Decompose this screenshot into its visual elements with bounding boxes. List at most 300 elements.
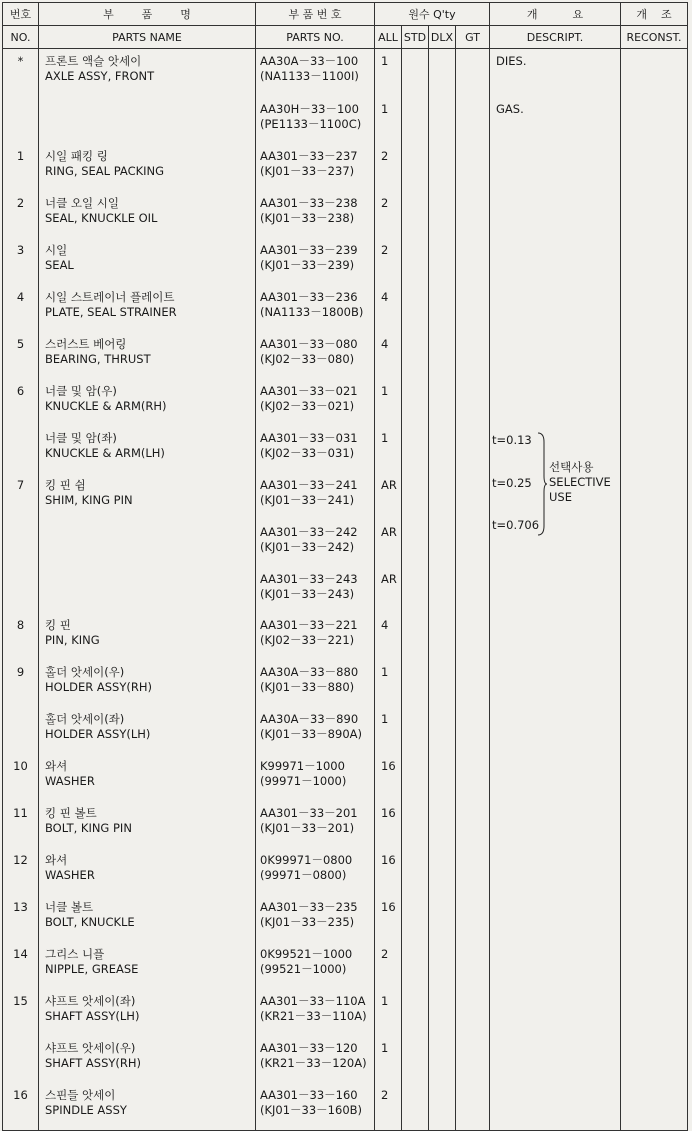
qty-gt bbox=[456, 801, 490, 848]
table-row bbox=[3, 238, 688, 285]
reconst bbox=[621, 520, 688, 567]
description bbox=[490, 895, 621, 942]
qty-dlx bbox=[429, 238, 456, 285]
part-code-alt: (99971－0800) bbox=[260, 868, 347, 882]
description bbox=[490, 144, 621, 191]
part-number-index: 7 bbox=[3, 473, 39, 520]
part-name-en: RING, SEAL PACKING bbox=[45, 164, 165, 178]
part-name-en: HOLDER ASSY(RH) bbox=[45, 680, 152, 694]
table-row bbox=[3, 848, 688, 895]
part-name-en: HOLDER ASSY(LH) bbox=[45, 727, 151, 741]
qty-all: 1 bbox=[375, 49, 402, 98]
table-row bbox=[3, 754, 688, 801]
part-name-ko: 너클 볼트 bbox=[45, 900, 94, 914]
pno-header-ko: 부 품 번 호 bbox=[256, 3, 375, 26]
qty-std bbox=[402, 989, 429, 1036]
reconst bbox=[621, 332, 688, 379]
qty-all: 1 bbox=[375, 660, 402, 707]
part-number-index: 6 bbox=[3, 379, 39, 426]
part-code bbox=[256, 191, 375, 238]
qty-dlx bbox=[429, 848, 456, 895]
reconst bbox=[621, 567, 688, 613]
description bbox=[490, 238, 621, 285]
qty-std bbox=[402, 754, 429, 801]
part-code bbox=[256, 1083, 375, 1131]
description bbox=[490, 989, 621, 1036]
qty-std bbox=[402, 520, 429, 567]
shim-thickness-3: t=0.706 bbox=[492, 518, 540, 532]
part-code-alt: (KJ01－33－880) bbox=[260, 680, 355, 694]
qty-dlx bbox=[429, 801, 456, 848]
qty-all: 1 bbox=[375, 1036, 402, 1083]
part-name-ko: 킹 핀 bbox=[45, 618, 71, 632]
description bbox=[490, 1083, 621, 1131]
part-name-en: KNUCKLE & ARM(RH) bbox=[45, 399, 167, 413]
part-code-alt: (NA1133－1800B) bbox=[260, 305, 364, 319]
qty-std bbox=[402, 426, 429, 473]
part-code-primary: AA301－33－243 bbox=[260, 572, 358, 586]
part-name bbox=[39, 707, 256, 754]
qty-std bbox=[402, 191, 429, 238]
table-row bbox=[3, 144, 688, 191]
part-name-ko: 너클 오일 시일 bbox=[45, 196, 119, 210]
qty-std bbox=[402, 660, 429, 707]
part-code-primary: AA301－33－242 bbox=[260, 525, 358, 539]
description bbox=[490, 567, 621, 613]
part-name-ko: 그리스 니플 bbox=[45, 947, 105, 961]
qty-all: 2 bbox=[375, 1083, 402, 1131]
reconst bbox=[621, 144, 688, 191]
qty-dlx bbox=[429, 567, 456, 613]
qty-all: 1 bbox=[375, 379, 402, 426]
part-name bbox=[39, 801, 256, 848]
part-name-ko: 홀더 앗세이(우) bbox=[45, 665, 125, 679]
description bbox=[490, 848, 621, 895]
selective-use-note bbox=[549, 460, 611, 505]
qty-std bbox=[402, 473, 429, 520]
shim-thickness-2: t=0.25 bbox=[492, 476, 532, 490]
part-name bbox=[39, 567, 256, 613]
table-row bbox=[3, 660, 688, 707]
part-name-ko: 샤프트 앗세이(우) bbox=[45, 1041, 136, 1055]
part-name-ko: 샤프트 앗세이(좌) bbox=[45, 994, 136, 1008]
table-row bbox=[3, 567, 688, 613]
part-name-en: SHIM, KING PIN bbox=[45, 493, 133, 507]
qty-std bbox=[402, 567, 429, 613]
part-code-alt: (99521－1000) bbox=[260, 962, 347, 976]
part-name-en: NIPPLE, GREASE bbox=[45, 962, 139, 976]
part-number-index: 12 bbox=[3, 848, 39, 895]
part-code-alt: (KJ01－33－235) bbox=[260, 915, 355, 929]
part-name-ko: 킹 핀 쉼 bbox=[45, 478, 86, 492]
part-name bbox=[39, 942, 256, 989]
part-code bbox=[256, 707, 375, 754]
part-code-alt: (KJ02－33－221) bbox=[260, 633, 355, 647]
part-code bbox=[256, 144, 375, 191]
part-name-ko: 와셔 bbox=[45, 853, 68, 867]
part-name-ko: 시일 bbox=[45, 243, 68, 257]
qty-gt bbox=[456, 1083, 490, 1131]
qty-gt bbox=[456, 520, 490, 567]
qty-dlx bbox=[429, 895, 456, 942]
qty-std bbox=[402, 379, 429, 426]
part-name-en: BOLT, KING PIN bbox=[45, 821, 132, 835]
part-name-ko: 스핀들 앗세이 bbox=[45, 1088, 116, 1102]
part-code-primary: 0K99971－0800 bbox=[260, 853, 353, 867]
qty-dlx bbox=[429, 707, 456, 754]
part-code-primary: AA30A－33－890 bbox=[260, 712, 359, 726]
reconst bbox=[621, 379, 688, 426]
qty-std bbox=[402, 707, 429, 754]
brace-icon bbox=[536, 432, 548, 536]
qty-gt-header: GT bbox=[456, 26, 490, 49]
part-code-primary: AA301－33－235 bbox=[260, 900, 358, 914]
part-number-index: 15 bbox=[3, 989, 39, 1036]
qty-dlx bbox=[429, 379, 456, 426]
qty-gt bbox=[456, 567, 490, 613]
reconst bbox=[621, 895, 688, 942]
qty-gt bbox=[456, 942, 490, 989]
part-code-primary: AA301－33－021 bbox=[260, 384, 358, 398]
qty-header: 원수 Q'ty bbox=[375, 3, 490, 26]
part-code-primary: AA301－33－120 bbox=[260, 1041, 358, 1055]
qty-dlx bbox=[429, 49, 456, 98]
part-code bbox=[256, 379, 375, 426]
qty-all: 1 bbox=[375, 707, 402, 754]
part-code bbox=[256, 989, 375, 1036]
table-row bbox=[3, 989, 688, 1036]
qty-all: 1 bbox=[375, 97, 402, 144]
parts-table bbox=[2, 2, 688, 1131]
part-number-index: 5 bbox=[3, 332, 39, 379]
part-number-index: 2 bbox=[3, 191, 39, 238]
part-name bbox=[39, 97, 256, 144]
qty-std bbox=[402, 238, 429, 285]
part-code bbox=[256, 660, 375, 707]
part-name-en: WASHER bbox=[45, 774, 95, 788]
part-code bbox=[256, 942, 375, 989]
part-code-primary: AA30H－33－100 bbox=[260, 102, 359, 116]
part-number-index: 8 bbox=[3, 613, 39, 660]
part-number-index: 11 bbox=[3, 801, 39, 848]
part-name bbox=[39, 989, 256, 1036]
qty-all: 2 bbox=[375, 144, 402, 191]
part-name bbox=[39, 332, 256, 379]
part-number-index: 16 bbox=[3, 1083, 39, 1131]
part-code-alt: (KJ01－33－242) bbox=[260, 540, 355, 554]
qty-gt bbox=[456, 707, 490, 754]
part-name-en: SHAFT ASSY(RH) bbox=[45, 1056, 142, 1070]
part-name-ko: 와셔 bbox=[45, 759, 68, 773]
name-header-en: PARTS NAME bbox=[39, 26, 256, 49]
desc-header-en: DESCRIPT. bbox=[490, 26, 621, 49]
qty-dlx bbox=[429, 426, 456, 473]
table-row bbox=[3, 1083, 688, 1131]
reconst bbox=[621, 1036, 688, 1083]
part-name bbox=[39, 895, 256, 942]
qty-std bbox=[402, 801, 429, 848]
part-name-ko: 시일 스트레이너 플레이트 bbox=[45, 290, 175, 304]
part-code-primary: AA301－33－031 bbox=[260, 431, 358, 445]
description bbox=[490, 754, 621, 801]
reconst bbox=[621, 613, 688, 660]
qty-gt bbox=[456, 49, 490, 98]
part-number-index: 13 bbox=[3, 895, 39, 942]
part-code-primary: AA301－33－110A bbox=[260, 994, 366, 1008]
part-name bbox=[39, 426, 256, 473]
qty-std-header: STD bbox=[402, 26, 429, 49]
qty-dlx bbox=[429, 660, 456, 707]
table-row bbox=[3, 1036, 688, 1083]
part-name bbox=[39, 285, 256, 332]
recon-header-ko: 개 조 bbox=[621, 3, 688, 26]
reconst bbox=[621, 285, 688, 332]
qty-dlx bbox=[429, 285, 456, 332]
part-name-en: BOLT, KNUCKLE bbox=[45, 915, 135, 929]
part-code-alt: (KJ01－33－239) bbox=[260, 258, 355, 272]
part-code-alt: (KR21－33－120A) bbox=[260, 1056, 367, 1070]
qty-gt bbox=[456, 379, 490, 426]
reconst bbox=[621, 707, 688, 754]
qty-std bbox=[402, 942, 429, 989]
table-row bbox=[3, 191, 688, 238]
part-code-alt: (KJ01－33－237) bbox=[260, 164, 355, 178]
qty-all: AR bbox=[375, 567, 402, 613]
part-code bbox=[256, 473, 375, 520]
reconst bbox=[621, 1083, 688, 1131]
part-name bbox=[39, 613, 256, 660]
table-body bbox=[3, 49, 688, 1131]
part-name-en: SEAL bbox=[45, 258, 74, 272]
qty-std bbox=[402, 285, 429, 332]
qty-all: 4 bbox=[375, 613, 402, 660]
selective-use-en2: USE bbox=[549, 490, 572, 504]
part-code-primary: K99971－1000 bbox=[260, 759, 345, 773]
qty-std bbox=[402, 1083, 429, 1131]
part-number-index: 1 bbox=[3, 144, 39, 191]
part-code bbox=[256, 520, 375, 567]
table-row bbox=[3, 379, 688, 426]
shim-thickness-1: t=0.13 bbox=[492, 433, 532, 447]
qty-gt bbox=[456, 144, 490, 191]
description: GAS. bbox=[490, 97, 621, 144]
part-code-primary: AA301－33－236 bbox=[260, 290, 358, 304]
part-code-alt: (NA1133－1100I) bbox=[260, 69, 359, 83]
qty-dlx bbox=[429, 1036, 456, 1083]
part-code bbox=[256, 801, 375, 848]
qty-std bbox=[402, 144, 429, 191]
recon-header-en: RECONST. bbox=[621, 26, 688, 49]
part-code-primary: AA30A－33－100 bbox=[260, 54, 359, 68]
qty-all: 2 bbox=[375, 238, 402, 285]
qty-std bbox=[402, 1036, 429, 1083]
part-number-index bbox=[3, 567, 39, 613]
qty-dlx-header: DLX bbox=[429, 26, 456, 49]
description bbox=[490, 801, 621, 848]
qty-dlx bbox=[429, 989, 456, 1036]
part-code-primary: AA301－33－239 bbox=[260, 243, 358, 257]
part-code bbox=[256, 895, 375, 942]
part-name-ko: 시일 패킹 링 bbox=[45, 149, 108, 163]
part-name bbox=[39, 49, 256, 98]
part-name bbox=[39, 379, 256, 426]
qty-dlx bbox=[429, 520, 456, 567]
part-name-en: SEAL, KNUCKLE OIL bbox=[45, 211, 158, 225]
qty-all: 16 bbox=[375, 801, 402, 848]
qty-gt bbox=[456, 1036, 490, 1083]
part-code-primary: AA301－33－201 bbox=[260, 806, 358, 820]
part-code-alt: (PE1133－1100C) bbox=[260, 117, 362, 131]
part-name bbox=[39, 848, 256, 895]
qty-gt bbox=[456, 613, 490, 660]
qty-all: AR bbox=[375, 520, 402, 567]
part-number-index: 3 bbox=[3, 238, 39, 285]
qty-dlx bbox=[429, 613, 456, 660]
part-name-en: PLATE, SEAL STRAINER bbox=[45, 305, 177, 319]
part-number-index: 4 bbox=[3, 285, 39, 332]
reconst bbox=[621, 49, 688, 98]
qty-gt bbox=[456, 426, 490, 473]
part-code-alt: (KJ01－33－241) bbox=[260, 493, 355, 507]
qty-gt bbox=[456, 238, 490, 285]
selective-use-en1: SELECTIVE bbox=[549, 475, 611, 489]
description bbox=[490, 707, 621, 754]
reconst bbox=[621, 426, 688, 473]
part-code-alt: (KJ02－33－080) bbox=[260, 352, 355, 366]
qty-gt bbox=[456, 473, 490, 520]
part-name-en: KNUCKLE & ARM(LH) bbox=[45, 446, 165, 460]
desc-header-ko: 개 요 bbox=[490, 3, 621, 26]
table-row bbox=[3, 613, 688, 660]
qty-gt bbox=[456, 660, 490, 707]
part-code-primary: AA301－33－237 bbox=[260, 149, 358, 163]
qty-gt bbox=[456, 97, 490, 144]
part-name bbox=[39, 754, 256, 801]
part-name-ko: 너클 및 암(좌) bbox=[45, 431, 117, 445]
qty-std bbox=[402, 49, 429, 98]
part-code bbox=[256, 567, 375, 613]
part-code-primary: AA301－33－238 bbox=[260, 196, 358, 210]
reconst bbox=[621, 191, 688, 238]
part-name-ko: 홀더 앗세이(좌) bbox=[45, 712, 125, 726]
table-row bbox=[3, 285, 688, 332]
part-code bbox=[256, 285, 375, 332]
reconst bbox=[621, 989, 688, 1036]
part-code bbox=[256, 848, 375, 895]
qty-all: 2 bbox=[375, 942, 402, 989]
part-code bbox=[256, 1036, 375, 1083]
table-row bbox=[3, 332, 688, 379]
qty-gt bbox=[456, 848, 490, 895]
reconst bbox=[621, 473, 688, 520]
qty-gt bbox=[456, 285, 490, 332]
no-header-en: NO. bbox=[3, 26, 39, 49]
part-number-index: 9 bbox=[3, 660, 39, 707]
part-name-en: PIN, KING bbox=[45, 633, 100, 647]
part-code-primary: AA301－33－160 bbox=[260, 1088, 358, 1102]
qty-dlx bbox=[429, 942, 456, 989]
reconst bbox=[621, 848, 688, 895]
part-code-alt: (99971－1000) bbox=[260, 774, 347, 788]
description bbox=[490, 285, 621, 332]
part-code-alt: (KJ02－33－021) bbox=[260, 399, 355, 413]
reconst bbox=[621, 97, 688, 144]
part-name-ko: 프론트 액슬 앗세이 bbox=[45, 54, 142, 68]
qty-std bbox=[402, 332, 429, 379]
part-code bbox=[256, 332, 375, 379]
description bbox=[490, 613, 621, 660]
part-name-en: AXLE ASSY, FRONT bbox=[45, 69, 155, 83]
reconst bbox=[621, 801, 688, 848]
qty-dlx bbox=[429, 191, 456, 238]
part-name-en: SPINDLE ASSY bbox=[45, 1103, 127, 1117]
qty-dlx bbox=[429, 97, 456, 144]
reconst bbox=[621, 660, 688, 707]
table-row bbox=[3, 942, 688, 989]
part-name bbox=[39, 1036, 256, 1083]
qty-std bbox=[402, 895, 429, 942]
part-name bbox=[39, 1083, 256, 1131]
part-code-primary: AA301－33－080 bbox=[260, 337, 358, 351]
qty-dlx bbox=[429, 473, 456, 520]
selective-use-ko: 선택사용 bbox=[549, 460, 594, 474]
qty-dlx bbox=[429, 1083, 456, 1131]
qty-dlx bbox=[429, 332, 456, 379]
part-code-alt: (KJ01－33－160B) bbox=[260, 1103, 363, 1117]
qty-dlx bbox=[429, 754, 456, 801]
qty-all: 16 bbox=[375, 848, 402, 895]
description bbox=[490, 660, 621, 707]
qty-std bbox=[402, 97, 429, 144]
part-name bbox=[39, 520, 256, 567]
part-code-primary: AA301－33－241 bbox=[260, 478, 358, 492]
part-number-index bbox=[3, 426, 39, 473]
part-number-index: 14 bbox=[3, 942, 39, 989]
qty-std bbox=[402, 848, 429, 895]
part-code-alt: (KJ02－33－031) bbox=[260, 446, 355, 460]
qty-all: AR bbox=[375, 473, 402, 520]
pno-header-en: PARTS NO. bbox=[256, 26, 375, 49]
qty-gt bbox=[456, 895, 490, 942]
qty-all: 4 bbox=[375, 285, 402, 332]
part-code bbox=[256, 613, 375, 660]
part-name-ko: 너클 및 암(우) bbox=[45, 384, 117, 398]
qty-dlx bbox=[429, 144, 456, 191]
part-code bbox=[256, 238, 375, 285]
part-code-alt: (KJ01－33－201) bbox=[260, 821, 355, 835]
qty-gt bbox=[456, 754, 490, 801]
part-code-alt: (KJ01－33－243) bbox=[260, 587, 355, 601]
qty-std bbox=[402, 613, 429, 660]
part-code-primary: 0K99521－1000 bbox=[260, 947, 353, 961]
part-name bbox=[39, 660, 256, 707]
reconst bbox=[621, 754, 688, 801]
part-number-index: * bbox=[3, 49, 39, 98]
table-row bbox=[3, 801, 688, 848]
description bbox=[490, 379, 621, 426]
qty-all: 2 bbox=[375, 191, 402, 238]
part-code bbox=[256, 426, 375, 473]
table-header bbox=[3, 3, 688, 49]
part-code bbox=[256, 97, 375, 144]
reconst bbox=[621, 942, 688, 989]
part-code-primary: AA301－33－221 bbox=[260, 618, 358, 632]
part-code-primary: AA30A－33－880 bbox=[260, 665, 359, 679]
part-name bbox=[39, 191, 256, 238]
qty-all: 16 bbox=[375, 754, 402, 801]
no-header-ko: 번호 bbox=[3, 3, 39, 26]
qty-all: 16 bbox=[375, 895, 402, 942]
